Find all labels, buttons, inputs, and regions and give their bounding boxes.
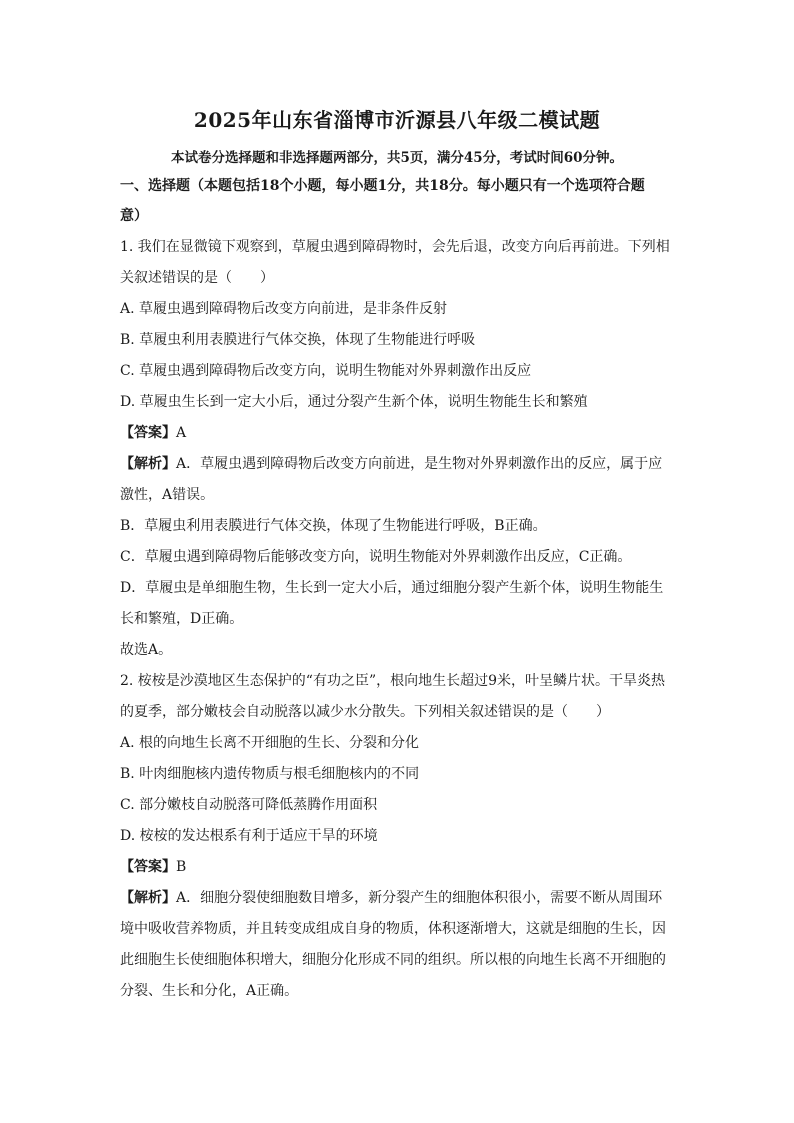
q2-stem-cont: 的夏季，部分嫩枝会自动脱落以减少水分散失。下列相关叙述错误的是（ ） (120, 704, 610, 720)
q2-analysis-label: 【解析】 (120, 890, 176, 906)
q2-answer-label: 【答案】 (120, 859, 176, 875)
q1-option-a: A. 草履虫遇到障碍物后改变方向前进，是非条件反射 (120, 301, 448, 317)
q2-analysis-cont-3: 分裂、生长和分化，A正确。 (120, 983, 299, 999)
q2-answer-value: B (176, 859, 187, 875)
document-title: 2025年山东省淄博市沂源县八年级二模试题 (193, 108, 601, 132)
q1-answer-label: 【答案】 (120, 425, 176, 441)
q1-analysis-text: A．草履虫遇到障碍物后改变方向前进，是生物对外界刺激作出的反应，属于应 (176, 456, 663, 472)
q2-option-b: B. 叶肉细胞核内遗传物质与根毛细胞核内的不同 (120, 766, 420, 782)
q2-stem: 2. 桉桉是沙漠地区生态保护的“有功之臣”，根向地生长超过9米，叶呈鳞片状。干旱炎热 (120, 673, 666, 689)
q2-analysis-cont-1: 境中吸收营养物质，并且转变成组成自身的物质，体积逐渐增大，这就是细胞的生长，因 (120, 921, 666, 937)
q1-analysis-cont: 激性，A错误。 (120, 487, 215, 503)
exam-instructions: 本试卷分选择题和非选择题两部分，共5页，满分45分，考试时间60分钟。 (171, 150, 623, 166)
q2-answer-line (120, 857, 680, 877)
q1-option-b: B. 草履虫利用表膜进行气体交换，体现了生物能进行呼吸 (120, 332, 476, 348)
q1-stem: 1. 我们在显微镜下观察到，草履虫遇到障碍物时，会先后退，改变方向后再前进。下列相 (120, 239, 670, 255)
q1-analysis-line (120, 454, 680, 474)
q1-option-c: C. 草履虫遇到障碍物后改变方向，说明生物能对外界刺激作出反应 (120, 363, 532, 379)
q1-answer-value: A (176, 425, 187, 441)
q2-analysis-text: A．细胞分裂使细胞数目增多，新分裂产生的细胞体积很小，需要不断从周围环 (176, 890, 663, 906)
q2-analysis-line (120, 888, 680, 908)
q1-analysis-d-cont: 长和繁殖，D正确。 (120, 611, 244, 627)
q1-stem-cont: 关叙述错误的是（ ） (120, 270, 274, 286)
q2-analysis-cont-2: 此细胞生长使细胞体积增大，细胞分化形成不同的组织。所以根的向地生长离不开细胞的 (120, 952, 666, 968)
q1-answer-line (120, 423, 680, 443)
q1-conclusion: 故选A。 (120, 642, 173, 658)
q1-analysis-label: 【解析】 (120, 456, 176, 472)
section-heading-cont: 意） (120, 208, 148, 224)
q1-analysis-d: D．草履虫是单细胞生物，生长到一定大小后，通过细胞分裂产生新个体，说明生物能生 (120, 580, 664, 596)
q2-option-a: A. 根的向地生长离不开细胞的生长、分裂和分化 (120, 735, 420, 751)
q1-option-d: D. 草履虫生长到一定大小后，通过分裂产生新个体，说明生物能生长和繁殖 (120, 394, 588, 410)
q1-analysis-c: C．草履虫遇到障碍物后能够改变方向，说明生物能对外界刺激作出反应，C正确。 (120, 549, 632, 565)
q1-analysis-b: B．草履虫利用表膜进行气体交换，体现了生物能进行呼吸，B正确。 (120, 518, 547, 534)
section-heading: 一、选择题（本题包括18个小题，每小题1分，共18分。每小题只有一个选项符合题 (120, 178, 645, 194)
q2-option-d: D. 桉桉的发达根系有利于适应干旱的环境 (120, 828, 378, 844)
q2-option-c: C. 部分嫩枝自动脱落可降低蒸腾作用面积 (120, 797, 378, 813)
